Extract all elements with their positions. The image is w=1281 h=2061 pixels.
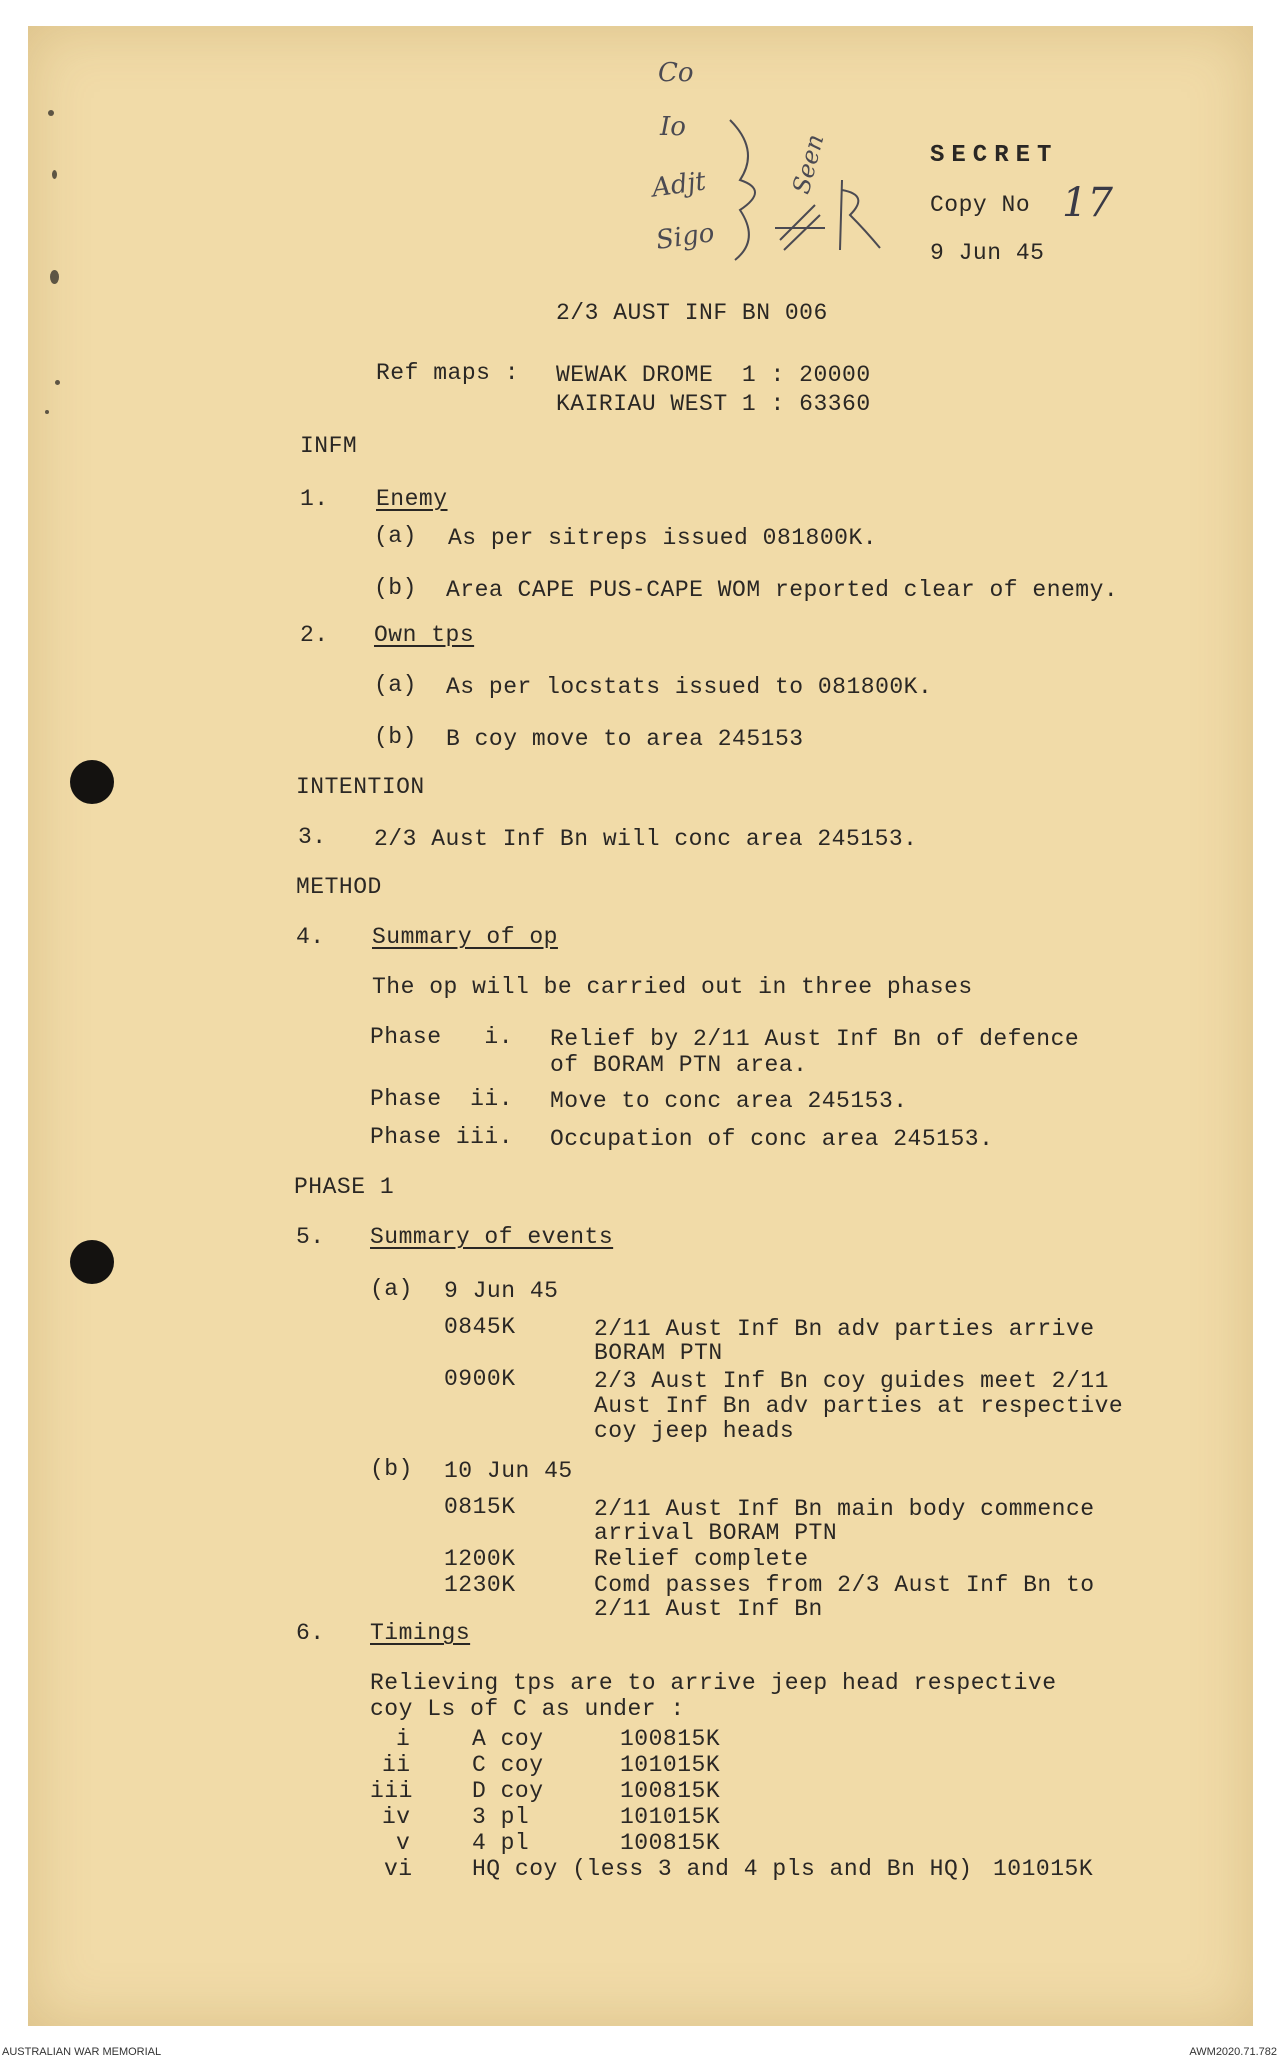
copy-number-handwritten: 17 [1062, 180, 1113, 226]
timing-row-1-num: i [396, 1726, 411, 1752]
para-6-heading: Timings [370, 1620, 471, 1646]
para-3-number: 3. [298, 824, 327, 850]
timing-row-6-unit: HQ coy (less 3 and 4 pls and Bn HQ) [472, 1856, 973, 1882]
timing-row-3-time: 100815K [620, 1778, 721, 1804]
timing-row-5-time: 100815K [620, 1830, 721, 1856]
edge-speck [45, 410, 49, 414]
para-5b-label: (b) [370, 1456, 413, 1482]
para-2b-text: B coy move to area 245153 [446, 726, 804, 752]
event-b3-line1: Comd passes from 2/3 Aust Inf Bn to [594, 1572, 1095, 1598]
ref-map-1: WEWAK DROME 1 : 20000 [556, 362, 871, 388]
timing-row-4-num: iv [382, 1804, 411, 1830]
para-5-number: 5. [296, 1224, 325, 1250]
handwritten-sigo: Sigo [654, 218, 717, 256]
para-2-heading: Own tps [374, 622, 475, 648]
para-2a-text: As per locstats issued to 081800K. [446, 674, 933, 700]
para-1-number: 1. [300, 486, 329, 512]
footer-reference: AWM2020.71.782 [1189, 2046, 1277, 2058]
para-4-number: 4. [296, 924, 325, 950]
document-date: 9 Jun 45 [930, 240, 1045, 266]
handwritten-brace-icon [720, 110, 840, 270]
timing-row-6-time: 101015K [993, 1856, 1094, 1882]
timing-row-4-unit: 3 pl [472, 1804, 530, 1830]
event-b1-time: 0815K [444, 1494, 516, 1520]
handwritten-adjt: Adjt [650, 166, 708, 204]
classification-label: SECRET [930, 142, 1059, 169]
timing-row-4-time: 101015K [620, 1804, 721, 1830]
handwritten-co: Co [658, 58, 694, 88]
timing-row-1-time: 100815K [620, 1726, 721, 1752]
phase-1-line1: Relief by 2/11 Aust Inf Bn of defence [550, 1026, 1080, 1052]
handwritten-seen: Seen [786, 131, 830, 197]
event-a2-line1: 2/3 Aust Inf Bn coy guides meet 2/11 [594, 1368, 1109, 1394]
event-a2-time: 0900K [444, 1366, 516, 1392]
section-method: METHOD [296, 874, 382, 900]
ref-maps-label: Ref maps : [376, 360, 520, 386]
para-2b-label: (b) [374, 724, 417, 750]
timing-row-5-unit: 4 pl [472, 1830, 530, 1856]
event-a1-line1: 2/11 Aust Inf Bn adv parties arrive [594, 1316, 1095, 1342]
edge-speck [48, 110, 54, 116]
event-b3-line2: 2/11 Aust Inf Bn [594, 1596, 823, 1622]
event-b1-line1: 2/11 Aust Inf Bn main body commence [594, 1496, 1095, 1522]
phase-3-line1: Occupation of conc area 245153. [550, 1126, 994, 1152]
para-3-text: 2/3 Aust Inf Bn will conc area 245153. [374, 826, 918, 852]
event-b2-line1: Relief complete [594, 1546, 809, 1572]
event-a2-line2: Aust Inf Bn adv parties at respective [594, 1393, 1124, 1419]
timing-row-6-num: vi [384, 1856, 413, 1882]
phase-2-label: Phase ii. [370, 1086, 514, 1112]
edge-speck [52, 170, 57, 179]
para-4-intro: The op will be carried out in three phases [372, 974, 973, 1000]
event-a2-line3: coy jeep heads [594, 1418, 795, 1444]
event-b3-time: 1230K [444, 1572, 516, 1598]
timing-row-1-unit: A coy [472, 1726, 544, 1752]
event-a1-line2: BORAM PTN [594, 1340, 723, 1366]
copy-label: Copy No [930, 192, 1031, 218]
timing-row-3-unit: D coy [472, 1778, 544, 1804]
para-5a-label: (a) [370, 1276, 413, 1302]
para-5b-date: 10 Jun 45 [444, 1458, 573, 1484]
punch-hole-bottom [70, 1240, 114, 1284]
para-2-number: 2. [300, 622, 329, 648]
para-2a-label: (a) [374, 672, 417, 698]
timing-row-2-unit: C coy [472, 1752, 544, 1778]
timing-row-3-num: iii [370, 1778, 413, 1804]
section-infm: INFM [300, 433, 358, 459]
para-4-heading: Summary of op [372, 924, 558, 950]
order-title: 2/3 AUST INF BN 006 [556, 300, 828, 326]
event-b1-line2: arrival BORAM PTN [594, 1520, 838, 1546]
timing-row-2-num: ii [382, 1752, 411, 1778]
para-6-intro-1: Relieving tps are to arrive jeep head respective [370, 1670, 1057, 1696]
para-1b-label: (b) [374, 575, 417, 601]
section-intention: INTENTION [296, 774, 425, 800]
para-1b-text: Area CAPE PUS-CAPE WOM reported clear of enemy. [446, 577, 1119, 603]
phase-1-line2: of BORAM PTN area. [550, 1052, 808, 1078]
punch-hole-top [70, 760, 114, 804]
para-6-intro-2: coy Ls of C as under : [370, 1696, 685, 1722]
para-1-heading: Enemy [376, 486, 448, 512]
handwritten-initials-icon [830, 170, 890, 260]
phase-3-label: Phase iii. [370, 1124, 514, 1150]
phase-2-line1: Move to conc area 245153. [550, 1088, 908, 1114]
footer-credit: AUSTRALIAN WAR MEMORIAL [2, 2046, 162, 2058]
event-a1-time: 0845K [444, 1314, 516, 1340]
edge-speck [50, 270, 59, 284]
ref-map-2: KAIRIAU WEST 1 : 63360 [556, 391, 871, 417]
para-5a-date: 9 Jun 45 [444, 1278, 559, 1304]
para-1a-text: As per sitreps issued 081800K. [448, 525, 878, 551]
timing-row-2-time: 101015K [620, 1752, 721, 1778]
para-5-heading: Summary of events [370, 1224, 614, 1250]
event-b2-time: 1200K [444, 1546, 516, 1572]
edge-speck [55, 380, 60, 385]
timing-row-5-num: v [396, 1830, 411, 1856]
phase-1-label: Phase i. [370, 1024, 514, 1050]
handwritten-io: Io [660, 112, 686, 142]
para-1a-label: (a) [374, 523, 417, 549]
section-phase-1: PHASE 1 [294, 1174, 395, 1200]
para-6-number: 6. [296, 1620, 325, 1646]
